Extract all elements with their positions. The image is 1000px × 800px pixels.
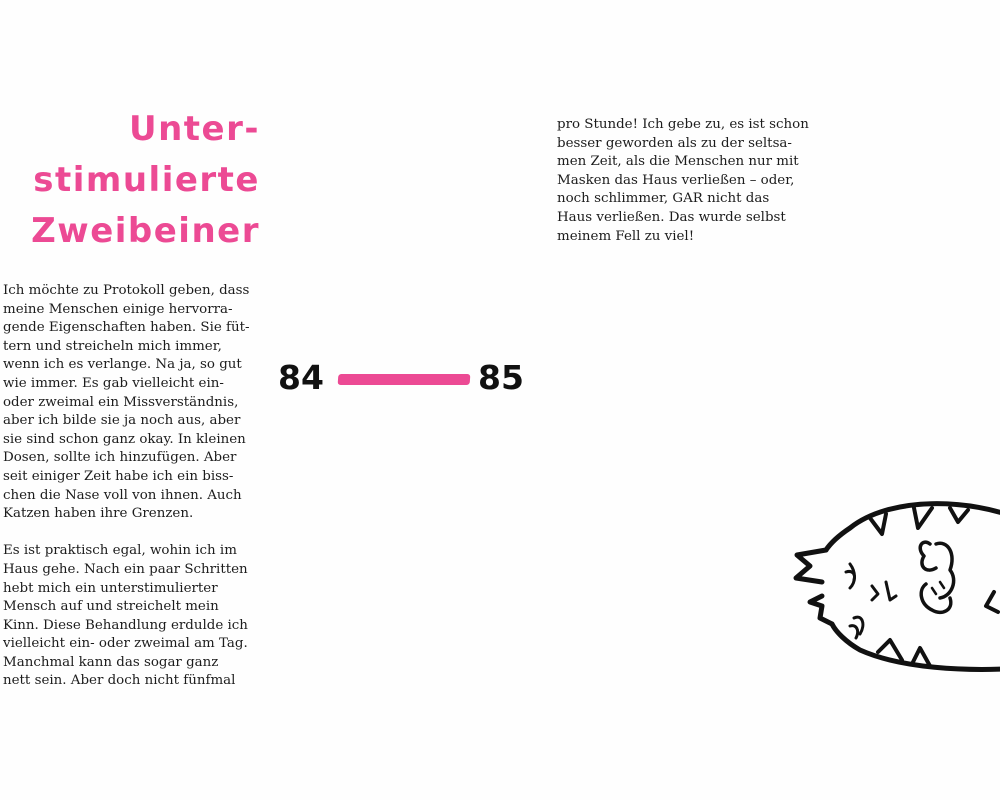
text-line: Manchmal kann das sogar ganz xyxy=(3,654,219,670)
paragraph xyxy=(3,282,253,524)
text-line: Es ist praktisch egal, wohin ich im xyxy=(3,543,237,559)
text-line: Haus gehe. Nach ein paar Schritten xyxy=(3,561,248,577)
right-text-column xyxy=(557,116,809,246)
text-line: pro Stunde! Ich gebe zu, es ist schon xyxy=(557,117,809,132)
chapter-title-line: Zweibeiner xyxy=(31,211,260,251)
chapter-title-line: stimulierte xyxy=(33,160,260,200)
paragraph xyxy=(557,116,809,246)
text-line: Haus verließen. Das wurde selbst xyxy=(557,209,786,225)
text-line: meine Menschen einige hervorra- xyxy=(3,301,233,317)
page-number-right: 85 xyxy=(478,358,524,397)
text-line: gende Eigenschaften haben. Sie füt- xyxy=(3,320,250,336)
text-line: meinem Fell zu viel! xyxy=(557,228,695,244)
page-divider-bar xyxy=(338,374,471,385)
text-line: oder zweimal ein Missverständnis, xyxy=(3,394,239,410)
text-line: sie sind schon ganz okay. In kleinen xyxy=(3,431,246,447)
text-line: seit einiger Zeit habe ich ein biss- xyxy=(3,468,234,484)
sleeping-cat-icon xyxy=(790,500,1000,672)
chapter-title xyxy=(20,104,260,257)
text-line: Mensch auf und streichelt mein xyxy=(3,599,219,615)
page-numbers xyxy=(278,358,528,402)
left-text-column xyxy=(3,282,253,691)
text-line: vielleicht ein- oder zweimal am Tag. xyxy=(3,636,248,652)
text-line: chen die Nase voll von ihnen. Auch xyxy=(3,487,242,503)
text-line: wenn ich es verlange. Na ja, so gut xyxy=(3,357,242,373)
page-number-left: 84 xyxy=(278,358,324,397)
text-line: Kinn. Diese Behandlung erdulde ich xyxy=(3,617,248,633)
text-line: tern und streicheln mich immer, xyxy=(3,338,222,354)
text-line: men Zeit, als die Menschen nur mit xyxy=(557,154,799,170)
text-line: aber ich bilde sie ja noch aus, aber xyxy=(3,413,241,429)
text-line: Dosen, sollte ich hinzufügen. Aber xyxy=(3,450,237,466)
text-line: Masken das Haus verließen – oder, xyxy=(557,172,795,188)
text-line: besser geworden als zu der seltsa- xyxy=(557,135,792,151)
text-line: noch schlimmer, GAR nicht das xyxy=(557,191,770,207)
text-line: nett sein. Aber doch nicht fünfmal xyxy=(3,673,236,689)
text-line: Ich möchte zu Protokoll geben, dass xyxy=(3,283,250,298)
paragraph-gap xyxy=(3,524,253,543)
paragraph xyxy=(3,542,253,691)
chapter-title-line: Unter- xyxy=(128,109,260,149)
text-line: hebt mich ein unterstimulierter xyxy=(3,580,218,596)
text-line: Katzen haben ihre Grenzen. xyxy=(3,506,194,522)
text-line: wie immer. Es gab vielleicht ein- xyxy=(3,375,224,391)
